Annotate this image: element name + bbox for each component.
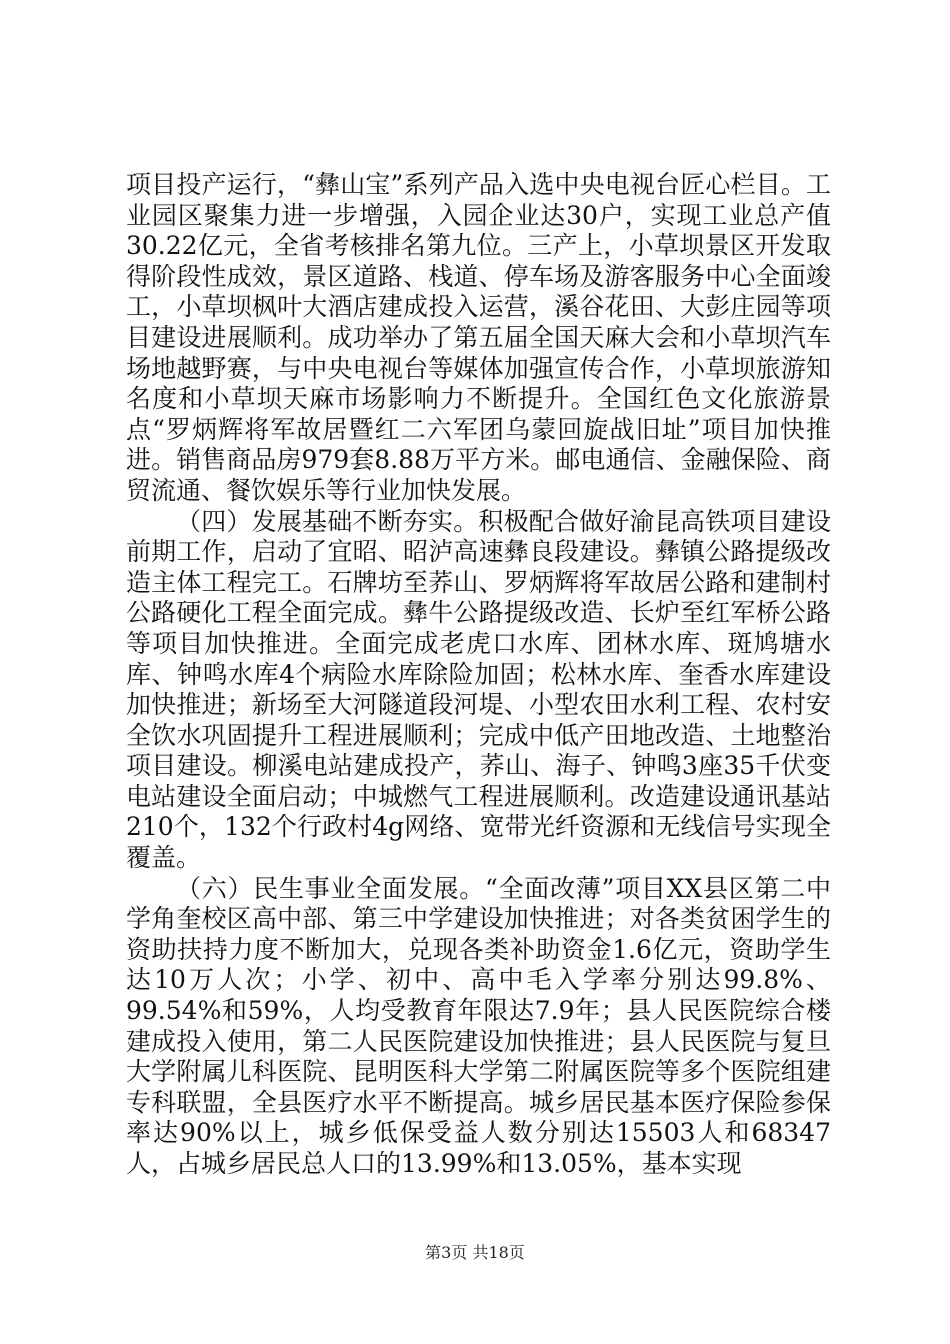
document-body: [126, 170, 831, 1180]
page-number: 第3页 共18页: [425, 1243, 525, 1262]
paragraph-section-six: （六）民生事业全面发展。“全面改薄”项目XX县区第二中学角奎校区高中部、第三中学建设加快推进；对各类贫困学生的资助扶持力度不断加大，兑现各类补助资金1.6亿元，资助学生达10万人次；小学、初中、高中毛入学率分别达99.8%、99.54%和59%，人均受教育年限达7.9年；县人民医院综合楼建成投入使用，第二人民医院建设加快推进；县人民医院与复旦大学附属儿科医院、昆明医科大学第二附属医院等多个医院组建专科联盟，全县医疗水平不断提高。城乡居民基本医疗保险参保率达90%以上，城乡低保受益人数分别达15503人和68347人，占城乡居民总人口的13.99%和13.05%，基本实现: [126, 873, 831, 1178]
page-footer: [0, 1240, 950, 1263]
paragraph-continued: 项目投产运行，“彝山宝”系列产品入选中央电视台匠心栏目。工业园区聚集力进一步增强，入园企业达30户，实现工业总产值30.22亿元，全省考核排名第九位。三产上，小草坝景区开发取得阶段性成效，景区道路、栈道、停车场及游客服务中心全面竣工，小草坝枫叶大酒店建成投入运营，溪谷花田、大彭庄园等项目建设进展顺利。成功举办了第五届全国天麻大会和小草坝汽车场地越野赛，与中央电视台等媒体加强宣传合作，小草坝旅游知名度和小草坝天麻市场影响力不断提升。全国红色文化旅游景点“罗炳辉将军故居暨红二六军团乌蒙回旋战旧址”项目加快推进。销售商品房979套8.88万平方米。邮电通信、金融保险、商贸流通、餐饮娱乐等行业加快发展。: [126, 170, 831, 505]
paragraph-section-four: （四）发展基础不断夯实。积极配合做好渝昆高铁项目建设前期工作，启动了宜昭、昭泸高速彝良段建设。彝镇公路提级改造主体工程完工。石牌坊至荞山、罗炳辉将军故居公路和建制村公路硬化工程全面完成。彝牛公路提级改造、长炉至红军桥公路等项目加快推进。全面完成老虎口水库、团林水库、斑鸠塘水库、钟鸣水库4个病险水库除险加固；松林水库、奎香水库建设加快推进；新场至大河隧道段河堤、小型农田水利工程、农村安全饮水巩固提升工程进展顺利；完成中低产田地改造、土地整治项目建设。柳溪电站建成投产，荞山、海子、钟鸣3座35千伏变电站建设全面启动；中城燃气工程进展顺利。改造建设通讯基站210个，132个行政村4g网络、宽带光纤资源和无线信号实现全覆盖。: [126, 506, 831, 873]
